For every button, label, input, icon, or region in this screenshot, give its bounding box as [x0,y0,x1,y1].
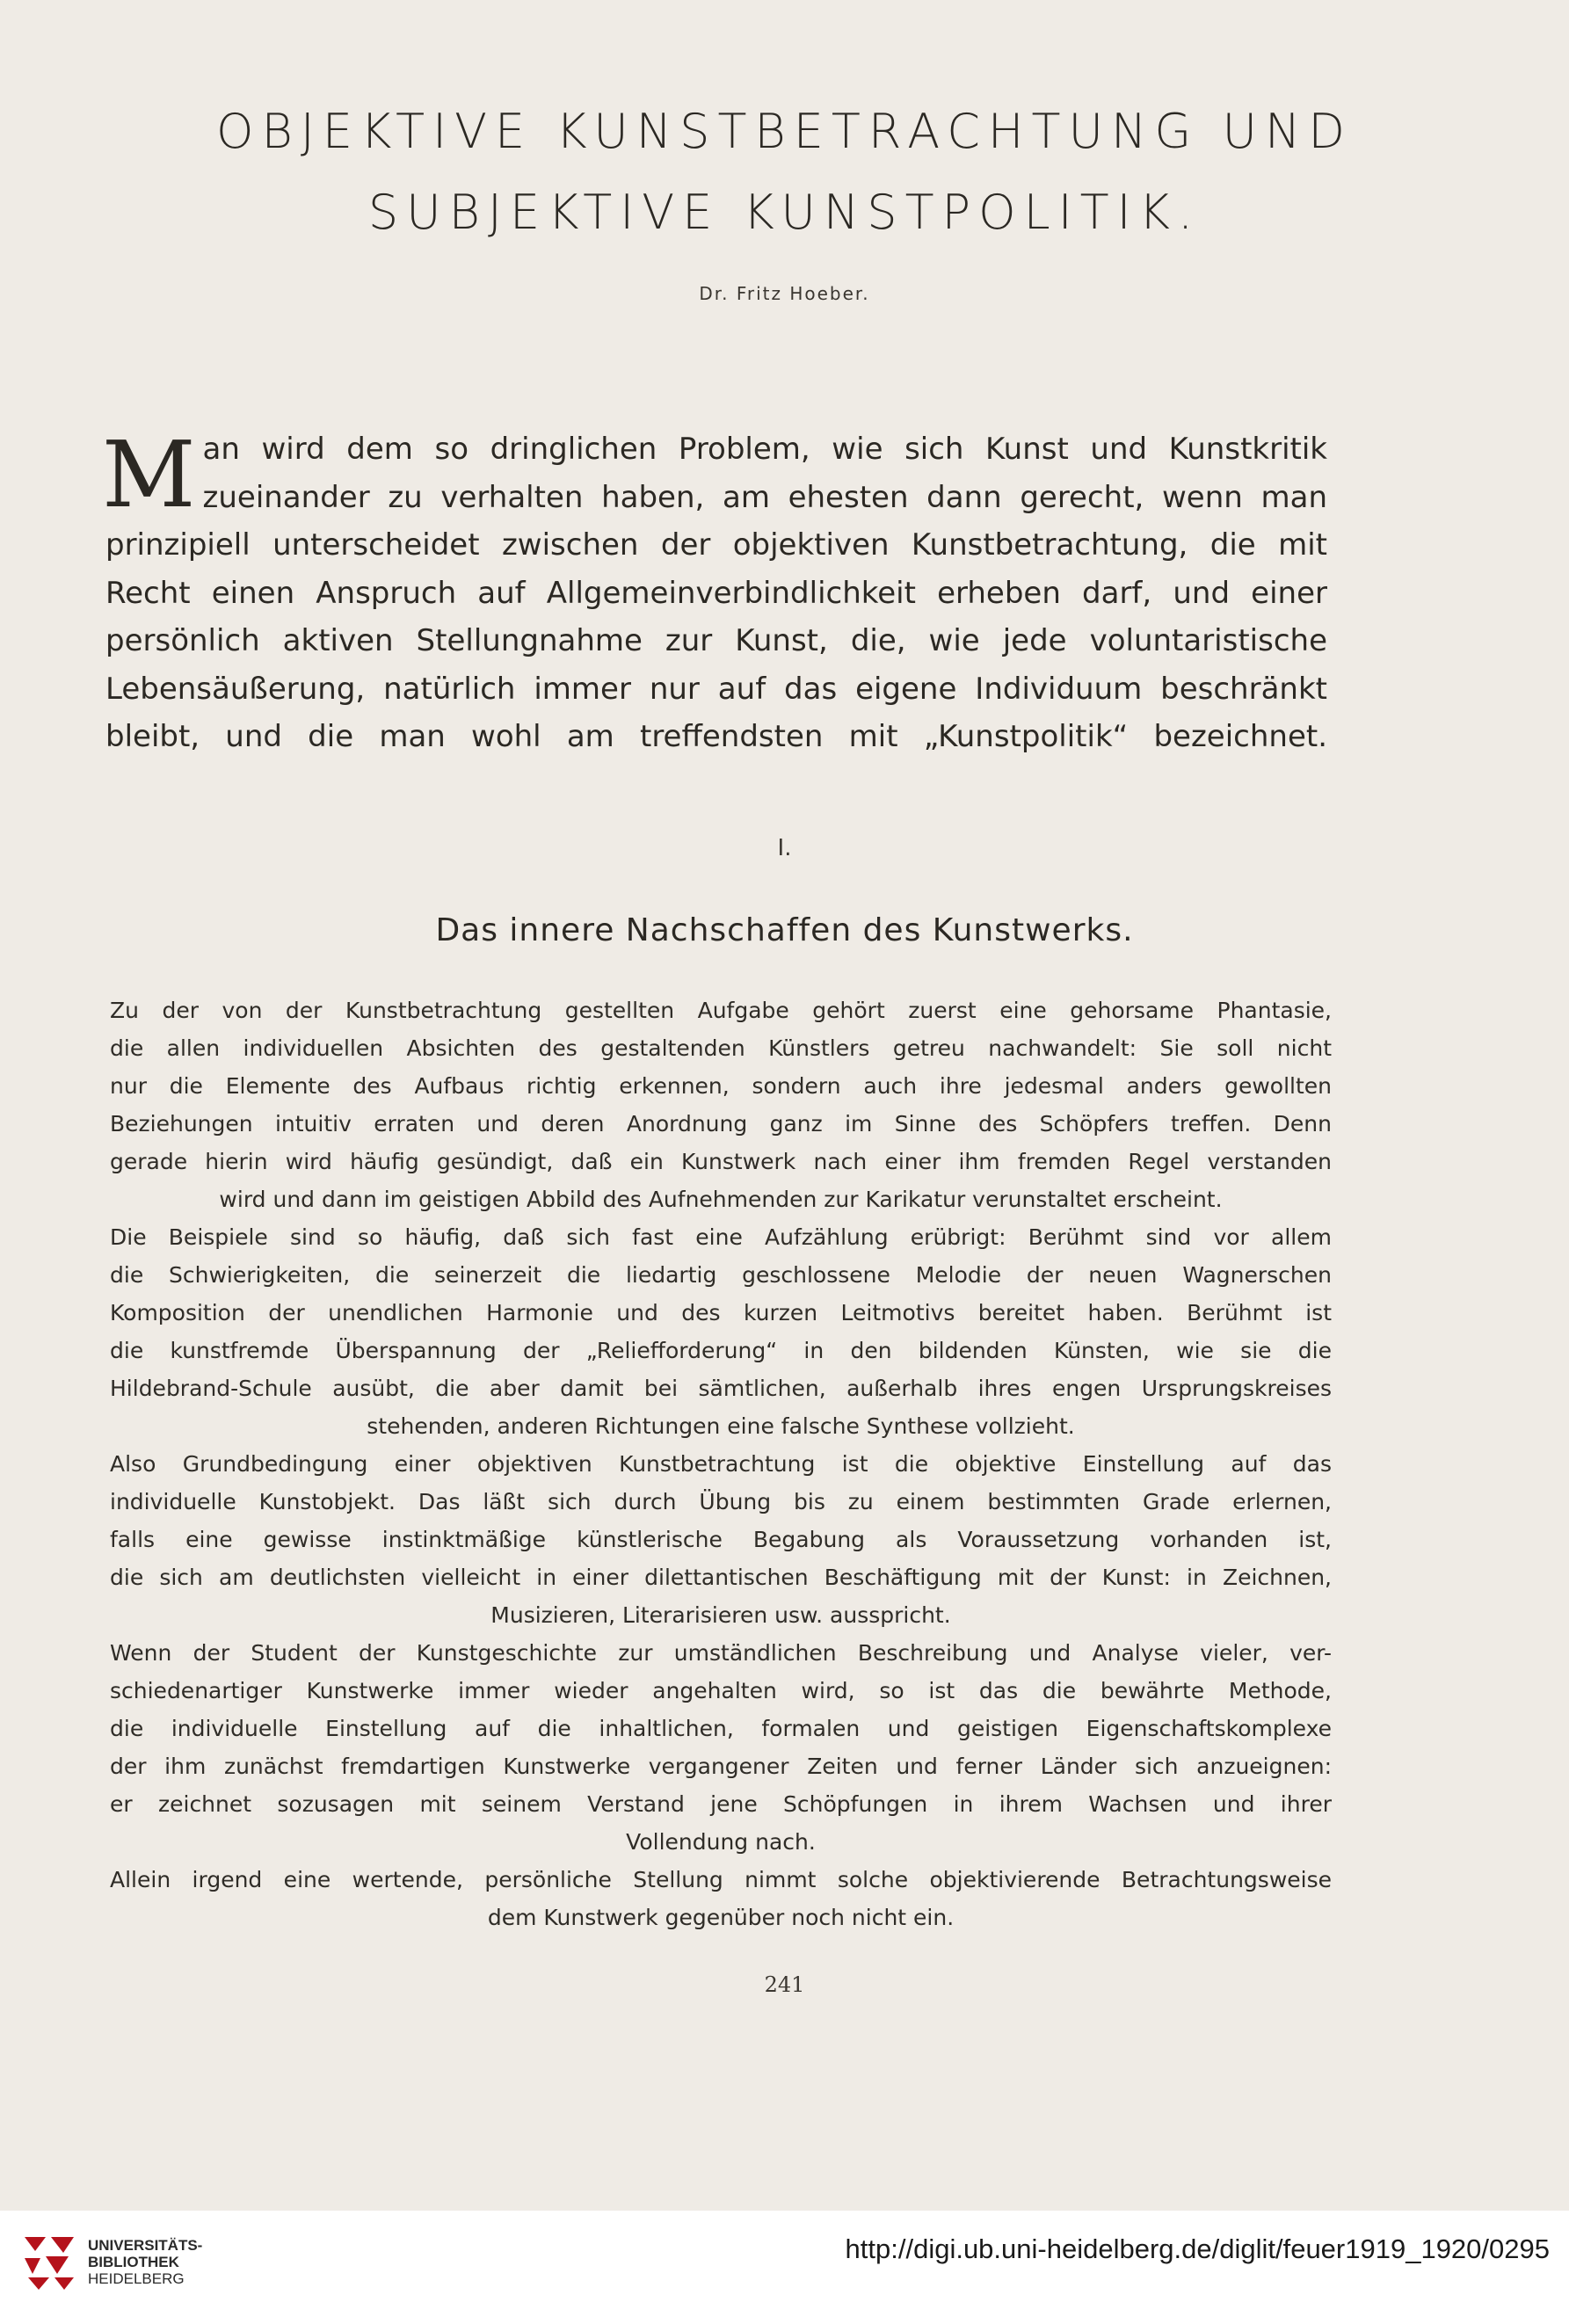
page-number: 241 [764,1972,805,1997]
drop-cap: M [102,421,196,528]
body-line: der ihm zunächst fremdartigen Kunstwerke vergangener Zeiten und ferner Länder sich anzueignen: [110,1754,1332,1779]
body-line: Zu der von der Kunstbetrachtung gestellten Aufgabe gehört zuerst eine gehorsame Phantasie, [110,998,1332,1023]
body-line: er zeichnet sozusagen mit seinem Verstand jene Schöpfungen in ihrem Wachsen und ihrer [110,1791,1332,1817]
library-name-line-3: HEIDELBERG [88,2270,185,2287]
title-line-1: OBJEKTIVE KUNSTBETRACHTUNG UND [216,104,1353,159]
body-line: stehenden, anderen Richtungen eine falsche Synthese vollzieht. [367,1413,1075,1439]
intro-line: an wird dem so dringlichen Problem, wie sich Kunst und Kunstkritik [202,432,1327,467]
body-line: falls eine gewisse instinktmäßige künstlerische Begabung als Voraussetzung vorhanden ist, [110,1527,1332,1552]
body-line: die individuelle Einstellung auf die inhaltlichen, formalen und geistigen Eigenschaftskomplexe [110,1716,1332,1741]
section-number: I. [777,835,792,861]
body-line: die Schwierigkeiten, die seinerzeit die liedartig geschlossene Melodie der neuen Wagnerschen [110,1262,1332,1288]
body-text [110,991,1332,1936]
body-line: gerade hierin wird häufig gesündigt, daß ein Kunstwerk nach einer ihm fremden Regel verstanden [110,1149,1332,1174]
intro-line: Recht einen Anspruch auf Allgemeinverbindlichkeit erheben darf, und einer [105,575,1327,611]
library-name [88,2237,202,2287]
intro-paragraph [102,421,1327,761]
body-line: Wenn der Student der Kunstgeschichte zur umständlichen Beschreibung und Analyse vieler, ver- [110,1640,1332,1666]
author-line: Dr. Fritz Hoeber. [699,283,870,304]
body-line: wird und dann im geistigen Abbild des Aufnehmenden zur Karikatur verunstaltet erscheint. [219,1187,1223,1212]
body-line: Komposition der unendlichen Harmonie und des kurzen Leitmotivs bereitet haben. Berühmt ist [110,1300,1332,1325]
body-line: Musizieren, Literarisieren usw. ausspricht. [490,1602,951,1628]
intro-line: zueinander zu verhalten haben, am ehesten dann gerecht, wenn man [202,479,1327,515]
intro-line: prinzipiell unterscheidet zwischen der objektiven Kunstbetrachtung, die mit [105,527,1327,563]
title-line-2: SUBJEKTIVE KUNSTPOLITIK. [367,185,1202,240]
body-line: die kunstfremde Überspannung der „Reliefforderung“ in den bildenden Künsten, wie sie die [110,1338,1332,1363]
body-line: Allein irgend eine wertende, persönliche Stellung nimmt solche objektivierende Betrachtungsweise [110,1867,1332,1892]
section-title: Das innere Nachschaffen des Kunstwerks. [435,912,1134,948]
body-line: dem Kunstwerk gegenüber noch nicht ein. [487,1905,955,1930]
body-line: Hildebrand-Schule ausübt, die aber damit bei sämtlichen, außerhalb ihres engen Ursprungskreises [110,1376,1332,1401]
intro-line: bleibt, und die man wohl am treffendsten mit „Kunstpolitik“ bezeichnet. [105,719,1327,754]
body-line: nur die Elemente des Aufbaus richtig erkennen, sondern auch ihre jedesmal anders gewollten [110,1073,1332,1099]
body-line: Die Beispiele sind so häufig, daß sich fast eine Aufzählung erübrigt: Berühmt sind vor allem [110,1224,1332,1250]
body-line: Beziehungen intuitiv erraten und deren Anordnung ganz im Sinne des Schöpfers treffen. Denn [110,1111,1332,1137]
body-line: individuelle Kunstobjekt. Das läßt sich durch Übung bis zu einem bestimmten Grade erlernen, [110,1489,1332,1514]
permalink-url[interactable]: http://digi.ub.uni-heidelberg.de/diglit/feuer1919_1920/0295 [845,2233,1550,2264]
body-line: Also Grundbedingung einer objektiven Kunstbetrachtung ist die objektive Einstellung auf das [110,1451,1332,1477]
intro-line: Lebensäußerung, natürlich immer nur auf das eigene Individuum beschränkt [105,671,1327,707]
body-line: die sich am deutlichsten vielleicht in einer dilettantischen Beschäftigung mit der Kunst: in Zeichnen, [110,1565,1332,1590]
body-line: schiedenartiger Kunstwerke immer wieder angehalten wird, so ist das die bewährte Methode, [110,1678,1332,1703]
library-name-line-2: BIBLIOTHEK [88,2254,179,2270]
body-line: die allen individuellen Absichten des gestaltenden Künstlers getreu nachwandelt: Sie soll nicht [110,1035,1332,1061]
footer-bar [0,2211,1569,2324]
library-name-line-1: UNIVERSITÄTS- [88,2237,203,2254]
university-library-logo-icon [19,2232,81,2293]
intro-line: persönlich aktiven Stellungnahme zur Kunst, die, wie jede voluntaristische [105,623,1327,658]
body-line: Vollendung nach. [626,1829,816,1855]
